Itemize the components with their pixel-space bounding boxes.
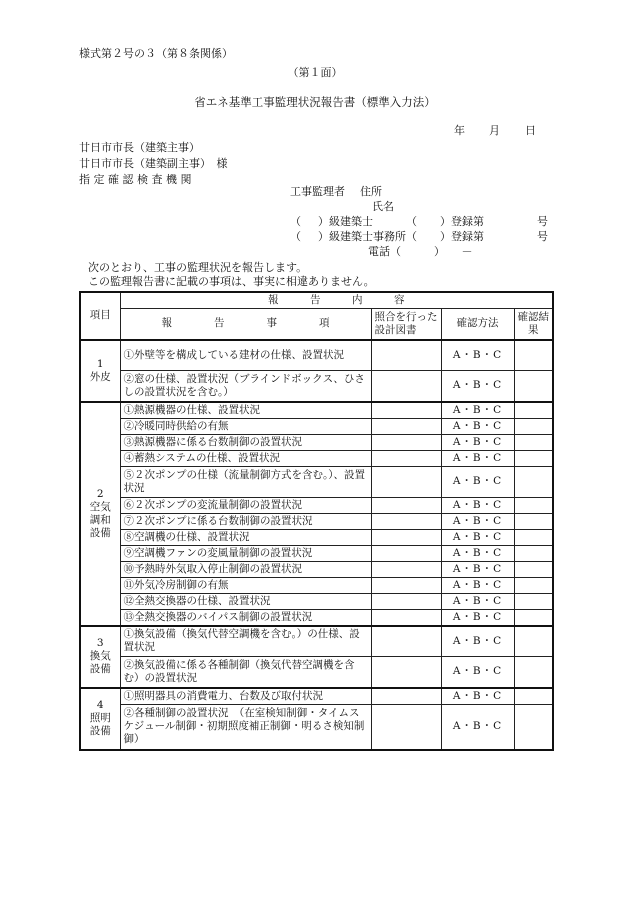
method-cell[interactable]: A・B・C: [441, 402, 514, 419]
date-month: 月: [489, 124, 500, 137]
report-item: ①外壁等を構成している建材の仕様、設置状況: [120, 340, 371, 371]
addressee-line: 廿日市市長（建築副主事） 様: [79, 157, 228, 170]
office-registration-label: ）登録第: [440, 230, 484, 243]
report-matter-header: 報 告 事 項: [120, 309, 371, 340]
result-cell[interactable]: [514, 466, 553, 497]
result-cell[interactable]: [514, 688, 553, 705]
report-item: ②冷暖同時供給の有無: [120, 418, 371, 434]
section-label-hvac: [80, 402, 120, 626]
report-item: ⑨空調機ファンの変風量制御の設置状況: [120, 545, 371, 561]
supervisor-label: 工事監理者: [290, 185, 345, 198]
result-cell[interactable]: [514, 497, 553, 513]
office-class-label: ）級建築士事務所（: [318, 230, 417, 243]
method-cell[interactable]: A・B・C: [441, 497, 514, 513]
result-cell[interactable]: [514, 704, 553, 750]
method-cell[interactable]: A・B・C: [441, 561, 514, 577]
report-item: ①照明器具の消費電力、台数及び取付状況: [120, 688, 371, 705]
method-cell[interactable]: A・B・C: [441, 704, 514, 750]
method-cell[interactable]: A・B・C: [441, 371, 514, 402]
document-title: 省エネ基準工事監理状況報告書（標準入力法）: [194, 95, 436, 109]
report-item: ⑫全熱交換器の仕様、設置状況: [120, 593, 371, 609]
report-content-header: 報 告 内 容: [120, 292, 553, 309]
drawings-cell[interactable]: [371, 657, 441, 688]
drawings-cell[interactable]: [371, 340, 441, 371]
page-label: （第１面）: [287, 66, 343, 79]
drawings-cell[interactable]: [371, 626, 441, 657]
report-table: [79, 291, 554, 751]
drawings-cell[interactable]: [371, 434, 441, 450]
drawings-cell[interactable]: [371, 593, 441, 609]
method-cell[interactable]: A・B・C: [441, 513, 514, 529]
date-year: 年: [454, 124, 465, 137]
drawings-cell[interactable]: [371, 450, 441, 466]
drawings-cell[interactable]: [371, 418, 441, 434]
report-item: ⑪外気冷房制御の有無: [120, 577, 371, 593]
drawings-cell[interactable]: [371, 704, 441, 750]
section-name: 換気設備: [89, 650, 111, 675]
section-number: 4: [96, 699, 104, 712]
registration-label: ）登録第: [440, 215, 484, 228]
drawings-cell[interactable]: [371, 466, 441, 497]
method-cell[interactable]: A・B・C: [441, 450, 514, 466]
section-number: 1: [96, 357, 104, 370]
result-cell[interactable]: [514, 513, 553, 529]
result-cell[interactable]: [514, 593, 553, 609]
report-item: ②窓の仕様、設置状況（ブラインドボックス、ひさしの設置状況を含む。）: [120, 371, 371, 402]
result-header: 確認結果: [514, 309, 553, 340]
result-cell[interactable]: [514, 418, 553, 434]
result-cell[interactable]: [514, 371, 553, 402]
method-cell[interactable]: A・B・C: [441, 340, 514, 371]
registration-number-suffix: 号: [537, 215, 548, 228]
drawings-cell[interactable]: [371, 561, 441, 577]
drawings-cell[interactable]: [371, 497, 441, 513]
section-label-envelope: [80, 340, 120, 402]
method-cell[interactable]: A・B・C: [441, 657, 514, 688]
report-item: ⑩予熱時外気取入停止制御の設置状況: [120, 561, 371, 577]
item-column-header: 項目: [80, 292, 120, 340]
report-item: ⑧空調機の仕様、設置状況: [120, 529, 371, 545]
result-cell[interactable]: [514, 402, 553, 419]
section-label-lighting: [80, 688, 120, 751]
result-cell[interactable]: [514, 529, 553, 545]
result-cell[interactable]: [514, 434, 553, 450]
section-number: 2: [96, 487, 104, 500]
method-cell[interactable]: A・B・C: [441, 434, 514, 450]
section-label-ventilation: [80, 626, 120, 688]
result-cell[interactable]: [514, 626, 553, 657]
report-item: ⑤２次ポンプの仕様（流量制御方式を含む。）、設置状況: [120, 466, 371, 497]
addressee-line: 指 定 確 認 検 査 機 関: [79, 173, 192, 186]
result-cell[interactable]: [514, 561, 553, 577]
report-item: ①熱源機器の仕様、設置状況: [120, 402, 371, 419]
drawings-cell[interactable]: [371, 577, 441, 593]
report-item: ①換気設備（換気代替空調機を含む。）の仕様、設置状況: [120, 626, 371, 657]
form-number: 様式第２号の３（第８条関係）: [79, 47, 233, 60]
report-item: ②各種制御の設置状況 （在室検知制御・タイムスケジュール制御・初期照度補正制御・明るさ検知制御）: [120, 704, 371, 750]
supervisor-address-label: 住所: [360, 185, 382, 198]
method-cell[interactable]: A・B・C: [441, 529, 514, 545]
architect-class-label: ）級建築士: [318, 215, 373, 228]
drawings-cell[interactable]: [371, 688, 441, 705]
method-cell[interactable]: A・B・C: [441, 593, 514, 609]
section-name: 外皮: [89, 370, 111, 383]
drawings-cell[interactable]: [371, 402, 441, 419]
registration-open: （: [406, 215, 417, 228]
drawings-cell[interactable]: [371, 545, 441, 561]
report-item: ⑦２次ポンプに係る台数制御の設置状況: [120, 513, 371, 529]
architect-class-open: （: [290, 215, 301, 228]
statement-line: 次のとおり、工事の監理状況を報告します。: [88, 261, 308, 274]
result-cell[interactable]: [514, 450, 553, 466]
method-cell[interactable]: A・B・C: [441, 688, 514, 705]
result-cell[interactable]: [514, 340, 553, 371]
report-item: ③熱源機器に係る台数制御の設置状況: [120, 434, 371, 450]
addressee-line: 廿日市市長（建築主事）: [79, 141, 200, 154]
method-cell[interactable]: A・B・C: [441, 545, 514, 561]
date-day: 日: [525, 124, 536, 137]
supervisor-name-label: 氏名: [372, 200, 394, 213]
office-class-open: （: [290, 230, 301, 243]
office-registration-suffix: 号: [537, 230, 548, 243]
result-cell[interactable]: [514, 609, 553, 626]
method-cell[interactable]: A・B・C: [441, 466, 514, 497]
report-item: ⑥２次ポンプの変流量制御の設置状況: [120, 497, 371, 513]
section-name: 空気調和設備: [89, 500, 111, 539]
phone-field: 電話（ ） －: [368, 245, 473, 258]
method-cell[interactable]: A・B・C: [441, 577, 514, 593]
drawings-header: 照合を行った設計図書: [371, 309, 441, 340]
section-name: 照明設備: [89, 712, 111, 738]
result-cell[interactable]: [514, 657, 553, 688]
report-item: ⑬全熱交換器のバイパス制御の設置状況: [120, 609, 371, 626]
report-item: ④蓄熱システムの仕様、設置状況: [120, 450, 371, 466]
statement-line: この監理報告書に記載の事項は、事実に相違ありません。: [88, 275, 375, 288]
section-number: 3: [96, 637, 104, 649]
drawings-cell[interactable]: [371, 371, 441, 402]
result-cell[interactable]: [514, 577, 553, 593]
result-cell[interactable]: [514, 545, 553, 561]
method-header: 確認方法: [441, 309, 514, 340]
drawings-cell[interactable]: [371, 609, 441, 626]
method-cell[interactable]: A・B・C: [441, 418, 514, 434]
report-item: ②換気設備に係る各種制御（換気代替空調機を含む）の設置状況: [120, 657, 371, 688]
drawings-cell[interactable]: [371, 513, 441, 529]
method-cell[interactable]: A・B・C: [441, 626, 514, 657]
drawings-cell[interactable]: [371, 529, 441, 545]
method-cell[interactable]: A・B・C: [441, 609, 514, 626]
